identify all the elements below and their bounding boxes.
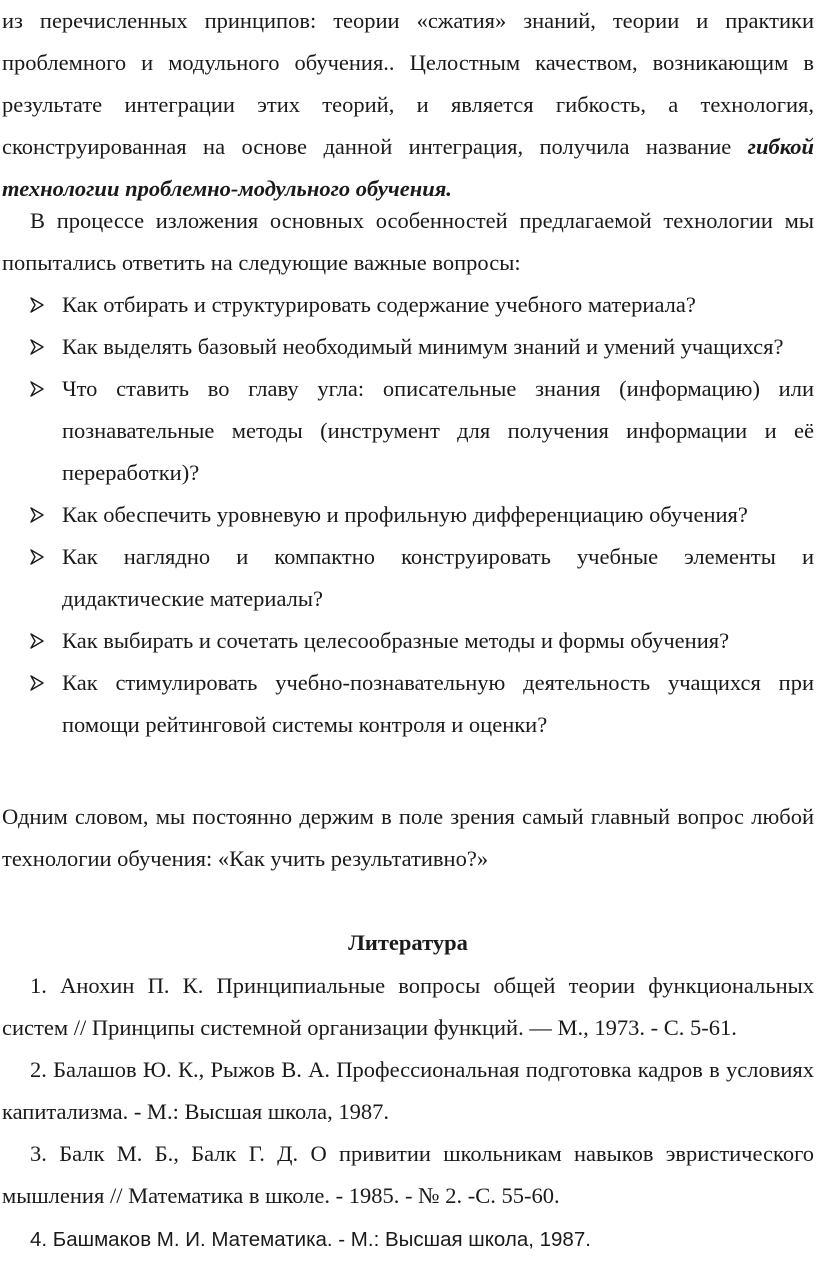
- arrow-bullet-icon: [30, 675, 44, 691]
- reference-item: 1. Анохин П. К. Принципиальные вопросы общей теории функциональных систем // Принципы системной организации функций. — М., 1973. - С. 5-61.: [2, 973, 814, 1040]
- arrow-bullet-icon: [30, 633, 44, 649]
- list-item: [0, 536, 814, 620]
- questions-list: [0, 284, 814, 746]
- question-text: Как выбирать и сочетать целесообразные методы и формы обучения?: [62, 628, 730, 653]
- question-text: Как наглядно и компактно конструировать учебные элементы и дидактические материалы?: [62, 544, 814, 611]
- list-item: [0, 368, 814, 494]
- reference-item: 3. Балк М. Б., Балк Г. Д. О привитии школьникам навыков эвристического мышления // Математика в школе. - 1985. - № 2. -С. 55-60.: [2, 1141, 814, 1208]
- list-item: [0, 494, 814, 536]
- arrow-bullet-icon: [30, 507, 44, 523]
- arrow-bullet-icon: [30, 339, 44, 355]
- intro-text: из перечисленных принципов: теории «сжатия» знаний, теории и практики проблемного и модульного обучения.. Целостным качеством, возникающим в результате интеграции этих теорий, и является гибкость, а технология, сконструированная на основе данной интеграция, получила название: [2, 8, 814, 159]
- arrow-bullet-icon: [30, 297, 44, 313]
- arrow-bullet-icon: [30, 549, 44, 565]
- references-list: [2, 965, 814, 1261]
- questions-intro-paragraph: В процессе изложения основных особенностей предлагаемой технологии мы попытались ответить на следующие важные вопросы:: [2, 208, 814, 275]
- references-heading: Литература: [348, 930, 468, 955]
- intro-emphasis: гибкой технологии проблемно-модульного обучения.: [2, 134, 814, 201]
- reference-item: 4. Башмаков М. И. Математика. - М.: Высшая школа, 1987.: [30, 1228, 591, 1251]
- question-text: Как отбирать и структурировать содержание учебного материала?: [62, 292, 696, 317]
- arrow-bullet-icon: [30, 381, 44, 397]
- list-item: [0, 662, 814, 746]
- question-text: Как стимулировать учебно-познавательную деятельность учащихся при помощи рейтинговой системы контроля и оценки?: [62, 670, 814, 737]
- question-text: Как обеспечить уровневую и профильную дифференциацию обучения?: [62, 502, 748, 527]
- question-text: Как выделять базовый необходимый минимум знаний и умений учащихся?: [62, 334, 784, 359]
- list-item: [0, 620, 814, 662]
- reference-item: 2. Балашов Ю. К., Рыжов В. А. Профессиональная подготовка кадров в условиях капитализма. - М.: Высшая школа, 1987.: [2, 1057, 814, 1124]
- list-item: [0, 326, 814, 368]
- list-item: [0, 284, 814, 326]
- question-text: Что ставить во главу угла: описательные знания (информацию) или познавательные методы (инструмент для получения информации и её переработки)?: [62, 376, 814, 485]
- intro-paragraph: [2, 0, 814, 210]
- conclusion-paragraph: Одним словом, мы постоянно держим в поле зрения самый главный вопрос любой технологии обучения: «Как учить результативно?»: [2, 804, 814, 871]
